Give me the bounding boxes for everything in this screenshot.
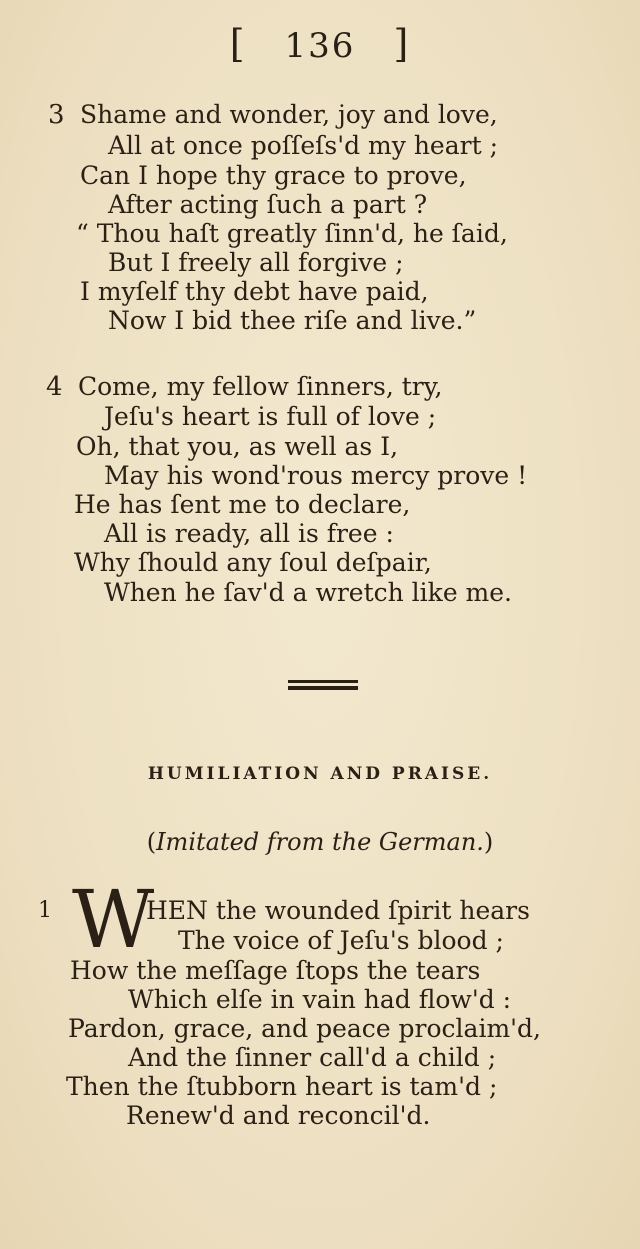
subtitle-paren-close: ) [483, 828, 494, 856]
stanza-3-line-4: After acting ſuch a part ? [108, 190, 428, 219]
subtitle-paren-open: ( [146, 828, 157, 856]
stanza-3-line-8: Now I bid thee riſe and live.” [108, 306, 477, 335]
stanza-1-line-7: Then the ſtubborn heart is tam'd ; [66, 1072, 498, 1101]
stanza-1-line-5: Pardon, grace, and peace proclaim'd, [68, 1014, 541, 1043]
section-divider-rule [288, 680, 358, 690]
page-bracket-right: ] [393, 22, 411, 66]
drop-cap-letter: W [72, 873, 155, 966]
stanza-4-line-4: May his wond'rous mercy prove ! [104, 461, 528, 490]
stanza-4-line-7: Why ſhould any ſoul deſpair, [74, 548, 432, 577]
hymn-subtitle [0, 828, 640, 856]
stanza-3-line-2: All at once poſſeſs'd my heart ; [108, 131, 498, 160]
stanza-4-number: 4 [46, 372, 63, 402]
stanza-3-number: 3 [48, 100, 65, 130]
stanza-1-line-1: HEN the wounded ſpirit hears [146, 896, 530, 925]
stanza-1-number: 1 [38, 898, 52, 923]
stanza-1-line-3: How the meſſage ſtops the tears [70, 956, 481, 985]
stanza-4-line-5: He has ſent me to declare, [74, 490, 411, 519]
stanza-3-line-1: Shame and wonder, joy and love, [80, 100, 498, 129]
stanza-3-line-5: “ Thou haſt greatly ſinn'd, he ſaid, [76, 219, 508, 248]
page-bracket-left: [ [229, 22, 247, 66]
stanza-1-line-6: And the ſinner call'd a child ; [128, 1043, 497, 1072]
hymn-title: HUMILIATION AND PRAISE. [147, 764, 493, 784]
stanza-4-line-2: Jeſu's heart is full of love ; [104, 402, 437, 431]
stanza-4-line-3: Oh, that you, as well as I, [76, 432, 399, 461]
stanza-3-line-3: Can I hope thy grace to prove, [80, 161, 467, 190]
stanza-4-line-6: All is ready, all is free : [104, 519, 394, 548]
stanza-3-line-7: I myſelf thy debt have paid, [80, 277, 429, 306]
subtitle-text: Imitated from the German. [156, 828, 484, 856]
stanza-1-line-4: Which elſe in vain had flow'd : [128, 985, 512, 1014]
stanza-1-line-8: Renew'd and reconcil'd. [126, 1101, 431, 1130]
page-header [0, 22, 640, 66]
stanza-1-line-2: The voice of Jeſu's blood ; [178, 926, 504, 955]
stanza-4-line-1: Come, my fellow ſinners, try, [78, 372, 443, 401]
stanza-3-line-6: But I freely all forgive ; [108, 248, 404, 277]
stanza-4-line-8: When he ſav'd a wretch like me. [104, 578, 513, 607]
page-number: 136 [284, 26, 356, 66]
